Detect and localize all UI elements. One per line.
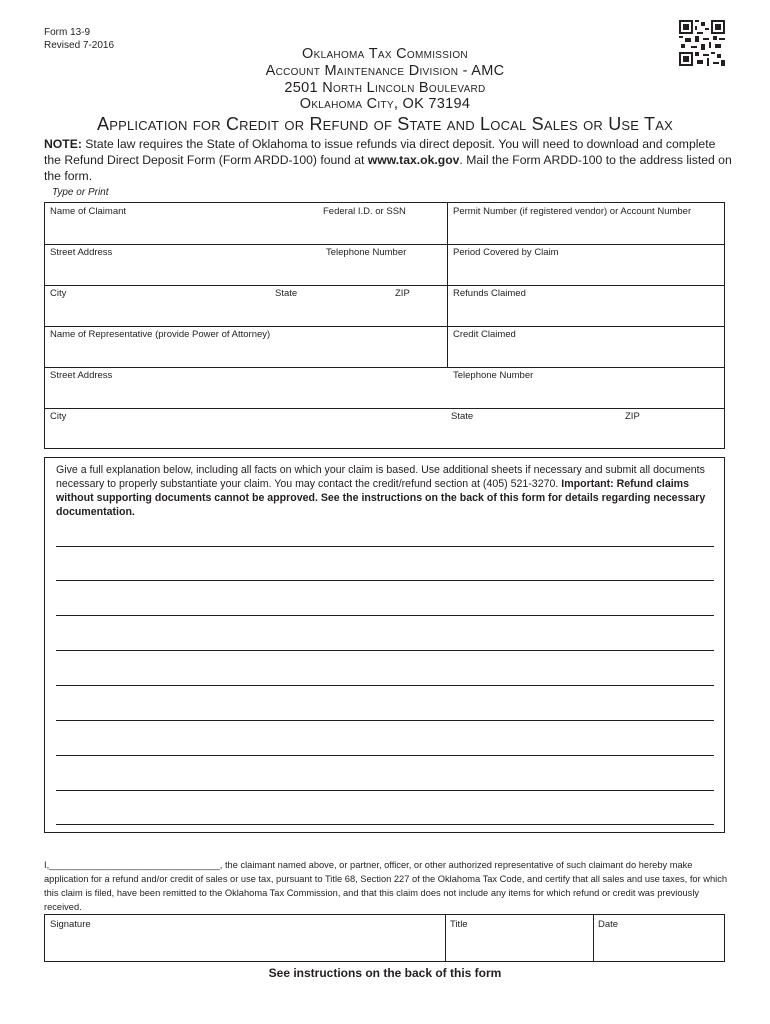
street-address-field[interactable]: Street Address — [50, 247, 113, 258]
rep-zip-field[interactable]: ZIP — [625, 411, 640, 422]
agency-name: Oklahoma Tax Commission — [302, 46, 468, 62]
rep-street-address-field[interactable]: Street Address — [50, 370, 113, 381]
note-text-1: State law requires the State of Oklahoma to issue refunds via direct deposit. You will need to download and complete the Refund Direct Deposit Form (Form ARDD-100) found at — [44, 137, 716, 167]
representative-name-field[interactable]: Name of Representative (provide Power of Attorney) — [50, 329, 271, 340]
website-link[interactable]: www.tax.ok.gov — [367, 153, 460, 167]
refunds-claimed-field[interactable]: Refunds Claimed — [453, 288, 526, 299]
telephone-field[interactable]: Telephone Number — [326, 247, 407, 258]
federal-id-field[interactable]: Federal I.D. or SSN — [323, 206, 406, 217]
footer-instructions: See instructions on the back of this form — [268, 966, 502, 980]
explanation-line[interactable] — [56, 650, 714, 651]
explanation-box — [44, 457, 725, 833]
type-or-print-label: Type or Print — [52, 187, 109, 198]
explanation-text: Give a full explanation below, including all facts on which your claim is based. Use additional sheets if necessary and submit all documents necessary to properly substantiate your claim. You may contact the credit/refund section at (405) 521-3270. — [56, 464, 705, 490]
state-field[interactable]: State — [275, 288, 298, 299]
explanation-line[interactable] — [56, 580, 714, 581]
agency-city: Oklahoma City, OK 73194 — [299, 96, 471, 112]
agency-division: Account Maintenance Division - AMC — [265, 63, 505, 79]
zip-field[interactable]: ZIP — [395, 288, 410, 299]
note-text-2: . Mail the Form ARDD-100 to the address listed on the form. — [44, 153, 732, 183]
agency-street: 2501 North Lincoln Boulevard — [284, 80, 486, 96]
note-label: NOTE: — [44, 137, 82, 151]
certification-statement: I,_________________________________, the claimant named above, or partner, officer, or other authorized representative of such claimant do hereby make application for a refund and/or credit of sales or use tax, pursuant to Title 68, Section 227 of the Oklahoma Tax Code, and certify that all sales and use taxes, for which this claim is filed, have been remitted to the Oklahoma Tax Commission, and that this claim does not include any items for which refund or credit was previously received. — [44, 860, 728, 912]
city-field[interactable]: City — [50, 288, 67, 299]
form-title: Application for Credit or Refund of State and Local Sales or Use Tax — [97, 114, 673, 134]
explanation-line[interactable] — [56, 546, 714, 547]
form-number: Form 13-9 — [44, 27, 91, 38]
claimant-info-grid — [44, 202, 725, 449]
period-covered-field[interactable]: Period Covered by Claim — [453, 247, 559, 258]
revision-date: Revised 7-2016 — [44, 40, 115, 51]
title-field[interactable]: Title — [450, 919, 468, 930]
credit-claimed-field[interactable]: Credit Claimed — [453, 329, 516, 340]
explanation-line[interactable] — [56, 685, 714, 686]
signature-row — [44, 914, 725, 962]
signature-field[interactable]: Signature — [50, 919, 91, 930]
explanation-line[interactable] — [56, 755, 714, 756]
explanation-instructions — [56, 463, 706, 519]
permit-number-field[interactable]: Permit Number (if registered vendor) or Account Number — [453, 206, 692, 217]
rep-state-field[interactable]: State — [451, 411, 474, 422]
rep-city-field[interactable]: City — [50, 411, 67, 422]
note-paragraph — [44, 136, 734, 184]
date-field[interactable]: Date — [598, 919, 619, 930]
explanation-line[interactable] — [56, 824, 714, 825]
explanation-line[interactable] — [56, 615, 714, 616]
rep-telephone-field[interactable]: Telephone Number — [453, 370, 534, 381]
explanation-line[interactable] — [56, 720, 714, 721]
name-of-claimant-field[interactable]: Name of Claimant — [50, 206, 127, 217]
explanation-line[interactable] — [56, 790, 714, 791]
important-notice: Important: Refund claims without supporting documents cannot be approved. See the instructions on the back of this form for details regarding necessary documentation. — [56, 478, 706, 518]
